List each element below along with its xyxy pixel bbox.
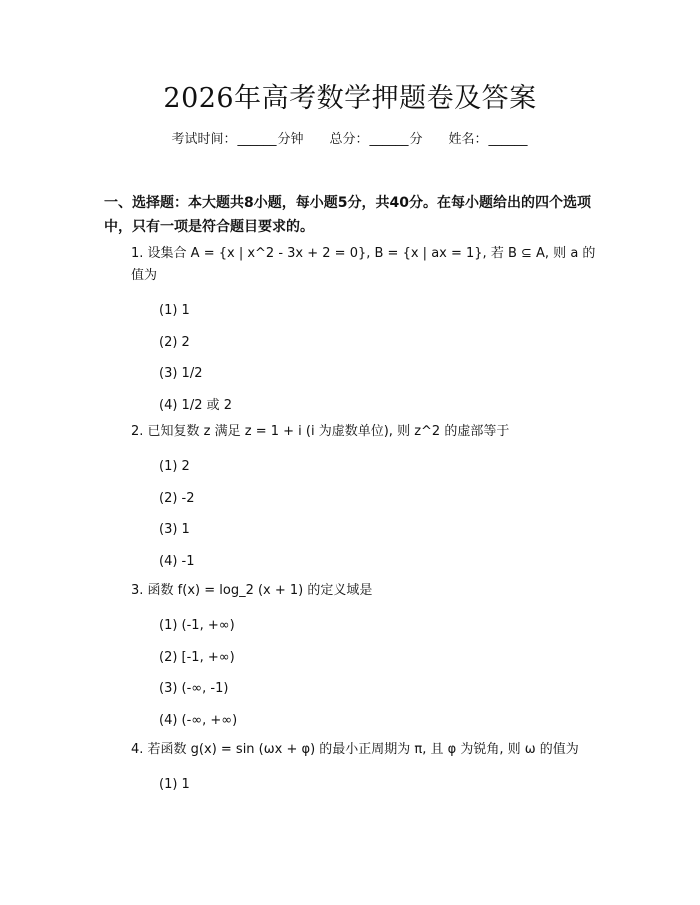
multiple-choice-section-heading: 一、选择题：本大题共8小题，每小题5分，共40分。在每小题给出的四个选项中，只有一项是符合题目要求的。 bbox=[104, 195, 591, 235]
question-3-option-3: (3) (-∞, -1) bbox=[159, 681, 229, 696]
question-1-option-4: (4) 1/2 或 2 bbox=[159, 397, 233, 413]
question-4-stem: 若函数 g(x) = sin (ωx + φ) 的最小正周期为 π, 且 φ 为锐角, 则 ω 的值为 bbox=[147, 742, 579, 757]
question-3 bbox=[104, 580, 596, 736]
question-2-option-2: (2) -2 bbox=[159, 490, 195, 506]
exam-time-unit: 分钟 bbox=[277, 132, 304, 147]
question-4-text bbox=[104, 739, 596, 761]
question-3-option-2: (2) [-1, +∞) bbox=[159, 649, 235, 665]
question-4-options bbox=[104, 769, 596, 801]
question-4-option-1: (1) 1 bbox=[159, 777, 190, 792]
question-1-text bbox=[104, 243, 596, 287]
question-3-option-4: (4) (-∞, +∞) bbox=[159, 712, 238, 728]
total-score-unit: 分 bbox=[409, 132, 423, 147]
total-score-blank: ______ bbox=[369, 132, 409, 147]
question-3-number: 3. bbox=[131, 583, 144, 598]
question-1-option-1: (1) 1 bbox=[159, 303, 190, 318]
question-3-stem: 函数 f(x) = log_2 (x + 1) 的定义域是 bbox=[147, 583, 373, 598]
question-2 bbox=[104, 421, 596, 577]
page-title: 2026年高考数学押题卷及答案 bbox=[163, 83, 537, 114]
question-4 bbox=[104, 739, 596, 801]
exam-time-blank: ______ bbox=[237, 132, 277, 147]
question-1-option-2: (2) 2 bbox=[159, 334, 190, 350]
student-name-blank: ______ bbox=[488, 132, 528, 147]
student-name-info bbox=[449, 129, 529, 151]
question-1-number: 1. bbox=[131, 246, 144, 261]
question-2-options bbox=[104, 451, 596, 577]
question-2-stem: 已知复数 z 满足 z = 1 + i (i 为虚数单位), 则 z^2 的虚部等于 bbox=[147, 424, 510, 439]
question-3-option-1: (1) (-1, +∞) bbox=[159, 618, 235, 633]
question-2-option-3: (3) 1 bbox=[159, 522, 190, 537]
exam-time-info bbox=[171, 129, 303, 151]
question-1 bbox=[104, 243, 596, 421]
exam-info-line bbox=[0, 129, 700, 151]
question-2-option-4: (4) -1 bbox=[159, 553, 195, 569]
question-4-number: 4. bbox=[131, 742, 144, 757]
question-1-options bbox=[104, 295, 596, 421]
exam-time-label: 考试时间： bbox=[171, 132, 237, 147]
question-1-option-3: (3) 1/2 bbox=[159, 366, 203, 381]
total-score-label: 总分： bbox=[329, 132, 369, 147]
question-3-text bbox=[104, 580, 596, 602]
question-1-stem: 设集合 A = {x | x^2 - 3x + 2 = 0}, B = {x | ax = 1}, 若 B ⊆ A, 则 a 的值为 bbox=[131, 246, 596, 283]
total-score-info bbox=[329, 129, 422, 151]
question-3-options bbox=[104, 610, 596, 736]
question-2-option-1: (1) 2 bbox=[159, 459, 190, 474]
question-2-number: 2. bbox=[131, 424, 144, 439]
question-2-text bbox=[104, 421, 596, 443]
student-name-label: 姓名： bbox=[448, 132, 488, 147]
